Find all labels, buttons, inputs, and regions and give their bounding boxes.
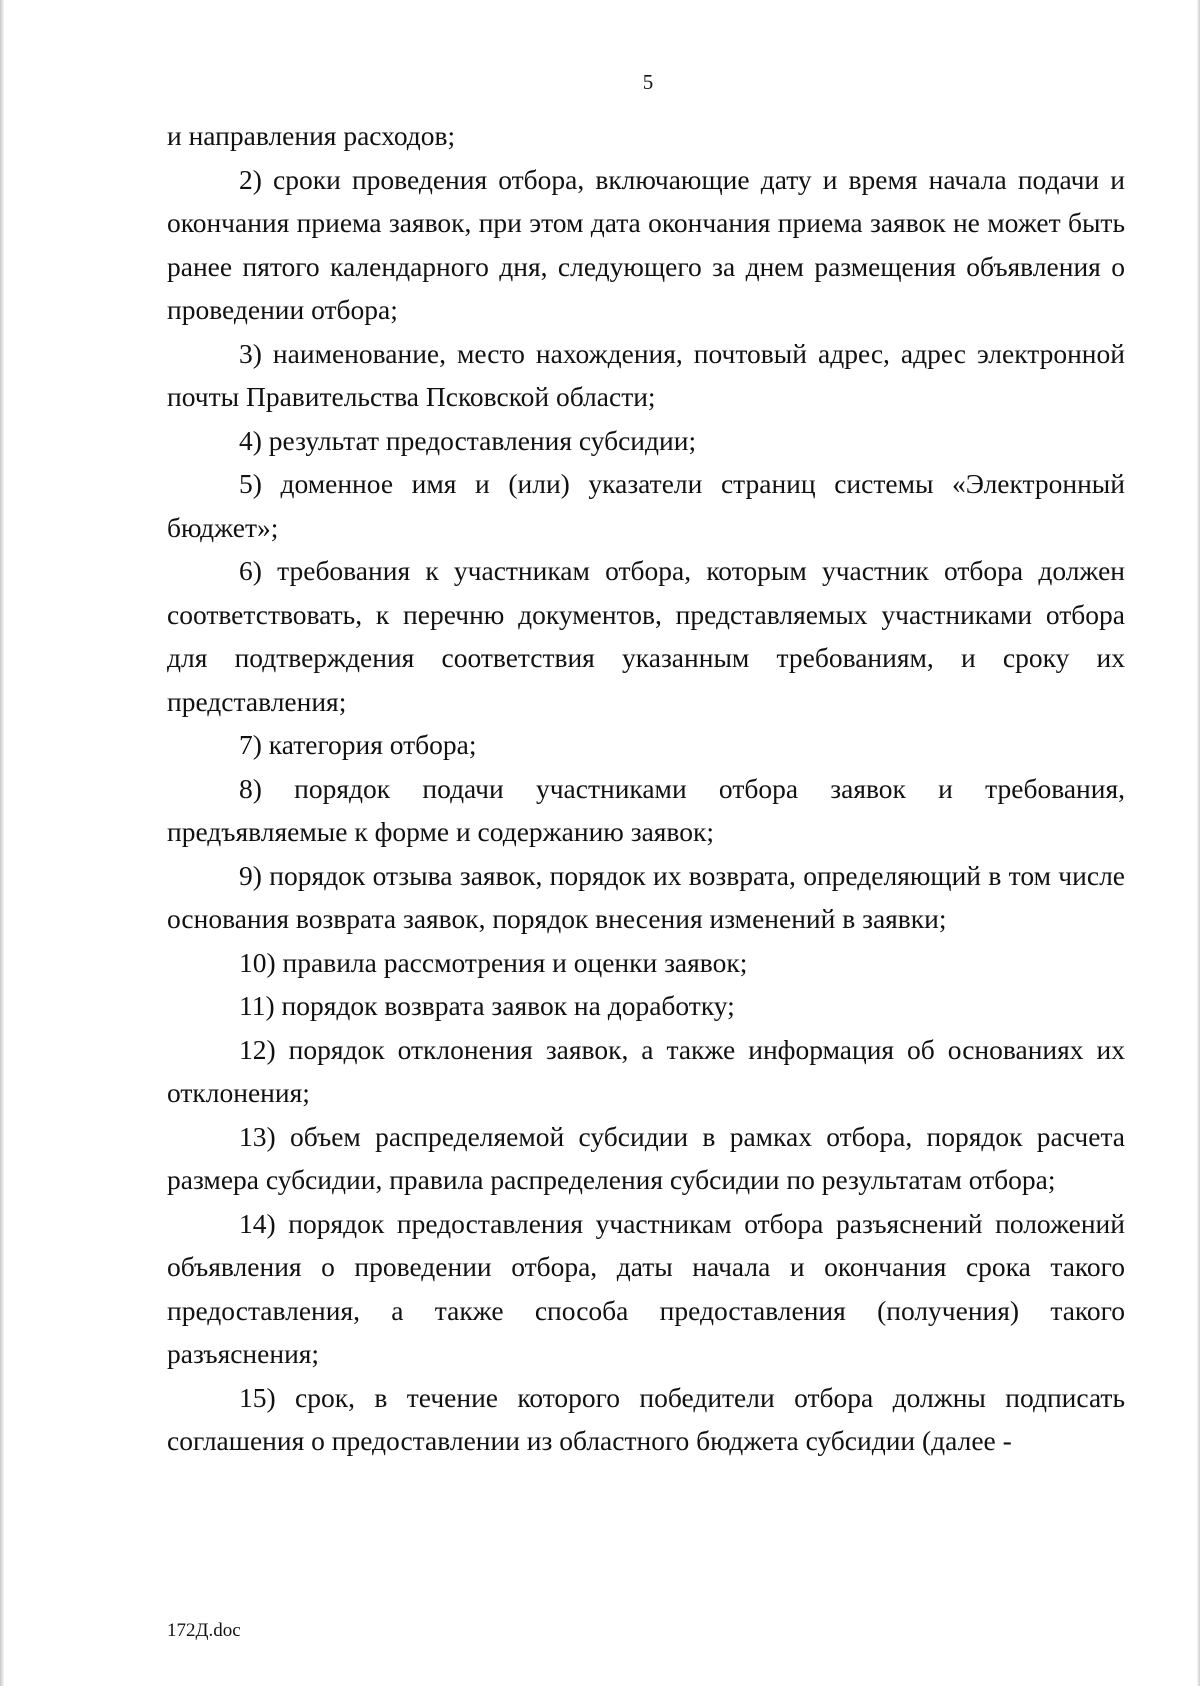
list-item-3: 3) наименование, место нахождения, почтовый адрес, адрес электронной почты Правительства Псковской области; xyxy=(167,337,1125,412)
list-item-12: 12) порядок отклонения заявок, а также информация об основаниях их отклонения; xyxy=(167,1033,1125,1108)
file-name-footer: 172Д.doc xyxy=(167,1620,241,1641)
page-number: 5 xyxy=(642,70,654,94)
list-item-9: 9) порядок отзыва заявок, порядок их возврата, определяющий в том числе основания возврата заявок, порядок внесения изменений в заявки; xyxy=(167,859,1125,934)
list-item-6: 6) требования к участникам отбора, которым участник отбора должен соответствовать, к перечню документов, представляемых участниками отбора для подтверждения соответствия указанным требованиям, и сроку их представления; xyxy=(167,555,1125,717)
document-body xyxy=(167,114,1125,1463)
paragraph-continuation: и направления расходов; xyxy=(167,120,456,151)
list-item-10: 10) правила рассмотрения и оценки заявок; xyxy=(239,946,748,978)
list-item-13: 13) объем распределяемой субсидии в рамках отбора, порядок расчета размера субсидии, правила распределения субсидии по результатам отбора; xyxy=(167,1120,1125,1195)
list-item-8: 8) порядок подачи участниками отбора заявок и требования, предъявляемые к форме и содержанию заявок; xyxy=(167,772,1125,847)
list-item-15: 15) срок, в течение которого победители отбора должны подписать соглашения о предоставлении из областного бюджета субсидии (далее - xyxy=(167,1381,1125,1456)
scan-edge-left xyxy=(0,0,4,1686)
list-item-11: 11) порядок возврата заявок на доработку; xyxy=(239,990,735,1021)
list-item-4: 4) результат предоставления субсидии; xyxy=(239,424,697,456)
list-item-7: 7) категория отбора; xyxy=(239,729,477,760)
list-item-2: 2) сроки проведения отбора, включающие дату и время начала подачи и окончания приема заявок, при этом дата окончания приема заявок не может быть ранее пятого календарного дня, следующего за днем размещения объявления о проведении отбора; xyxy=(167,163,1125,325)
list-item-14: 14) порядок предоставления участникам отбора разъяснений положений объявления о проведении отбора, даты начала и окончания срока такого предоставления, а также способа предоставления (получения) такого разъяснения; xyxy=(167,1207,1125,1369)
list-item-5: 5) доменное имя и (или) указатели страниц системы «Электронный бюджет»; xyxy=(167,468,1125,543)
